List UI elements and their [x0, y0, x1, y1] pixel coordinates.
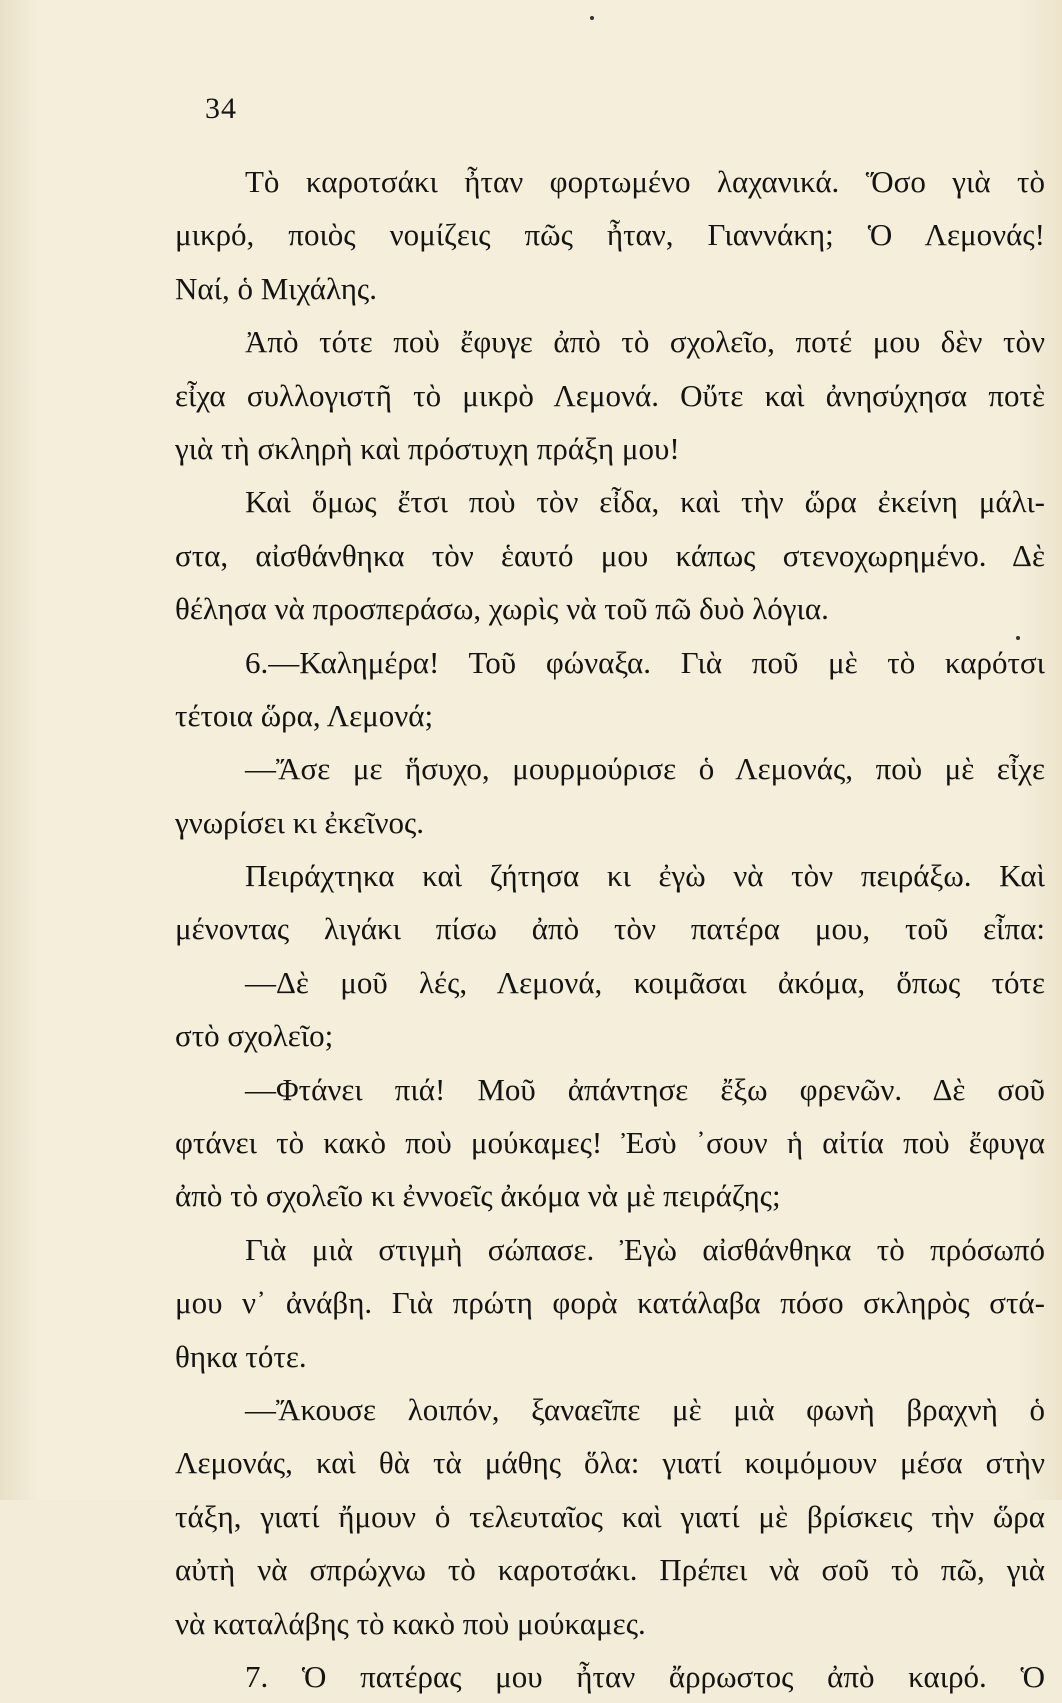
print-speck	[590, 16, 594, 20]
body-text	[175, 155, 1045, 1703]
text-line: θηκα τότε.	[175, 1338, 307, 1374]
text-line: μένοντας λιγάκι πίσω ἀπὸ τὸν πατέρα μου, τοῦ εἶπα:	[175, 911, 1045, 947]
page-number: 34	[205, 92, 237, 125]
text-line: στὸ σχολεῖο;	[175, 1018, 334, 1054]
text-line: ἀπὸ τὸ σχολεῖο κι ἐννοεῖς ἀκόμα νὰ μὲ πειράζης;	[175, 1178, 781, 1214]
text-line: Τὸ καροτσάκι ἦταν φορτωμένο λαχανικά. Ὅσο γιὰ τὸ	[245, 164, 1045, 199]
text-line: γιὰ τὴ σκληρὴ καὶ πρόστυχη πράξη μου!	[175, 430, 680, 466]
text-line: θέλησα νὰ προσπεράσω, χωρὶς νὰ τοῦ πῶ δυὸ λόγια.	[175, 591, 829, 627]
text-line: μικρό, ποιὸς νομίζεις πῶς ἦταν, Γιαννάκη; Ὁ Λεμονάς!	[175, 217, 1045, 253]
text-line: 7. Ὁ πατέρας μου ἦταν ἄρρωστος ἀπὸ καιρό. Ὁ	[245, 1658, 1045, 1694]
text-line: τάξη, γιατί ἤμουν ὁ τελευταῖος καὶ γιατί μὲ βρίσκεις τὴν ὥρα	[175, 1498, 1045, 1534]
text-line: Λεμονάς, καὶ θὰ τὰ μάθης ὅλα: γιατί κοιμόμουν μέσα στὴν	[175, 1445, 1045, 1481]
text-line: —Ἄκουσε λοιπόν, ξαναεῖπε μὲ μιὰ φωνὴ βραχνὴ ὁ	[245, 1391, 1045, 1427]
text-line: Γιὰ μιὰ στιγμὴ σώπασε. Ἐγὼ αἰσθάνθηκα τὸ πρόσωπό	[245, 1231, 1045, 1267]
text-line: φτάνει τὸ κακὸ ποὺ μούκαμες! Ἐσὺ ᾽σουν ἡ αἰτία ποὺ ἔφυγα	[175, 1125, 1045, 1161]
text-line: μου ν᾽ ἀνάβη. Γιὰ πρώτη φορὰ κατάλαβα πόσο σκληρὸς στά-	[175, 1285, 1045, 1321]
text-line: —Ἄσε με ἥσυχο, μουρμούρισε ὁ Λεμονάς, ποὺ μὲ εἶχε	[245, 751, 1045, 787]
print-speck	[1016, 636, 1020, 640]
text-line: εἶχα συλλογιστῆ τὸ μικρὸ Λεμονά. Οὔτε καὶ ἀνησύχησα ποτὲ	[175, 377, 1045, 413]
text-line: —Φτάνει πιά! Μοῦ ἀπάντησε ἔξω φρενῶν. Δὲ σοῦ	[245, 1071, 1045, 1107]
text-line: Ναί, ὁ Μιχάλης.	[175, 270, 377, 306]
text-line: 6.—Καλημέρα! Τοῦ φώναξα. Γιὰ ποῦ μὲ τὸ καρότσι	[245, 644, 1045, 680]
text-line: Καὶ ὅμως ἔτσι ποὺ τὸν εἶδα, καὶ τὴν ὥρα ἐκείνη μάλι-	[245, 484, 1045, 520]
text-line: τέτοια ὥρα, Λεμονά;	[175, 697, 434, 733]
text-line: —Δὲ μοῦ λές, Λεμονά, κοιμᾶσαι ἀκόμα, ὅπως τότε	[245, 964, 1045, 1000]
text-line: στα, αἰσθάνθηκα τὸν ἑαυτό μου κάπως στενοχωρημένο. Δὲ	[175, 537, 1045, 573]
text-line: Ἀπὸ τότε ποὺ ἔφυγε ἀπὸ τὸ σχολεῖο, ποτέ μου δὲν τὸν	[245, 324, 1045, 360]
text-line: γνωρίσει κι ἐκεῖνος.	[175, 804, 424, 840]
text-line: νὰ καταλάβης τὸ κακὸ ποὺ μούκαμες.	[175, 1605, 646, 1641]
text-line: Πειράχτηκα καὶ ζήτησα κι ἐγὼ νὰ τὸν πειράξω. Καὶ	[245, 858, 1045, 894]
text-line: αὐτὴ νὰ σπρώχνω τὸ καροτσάκι. Πρέπει νὰ σοῦ τὸ πῶ, γιὰ	[175, 1552, 1045, 1588]
